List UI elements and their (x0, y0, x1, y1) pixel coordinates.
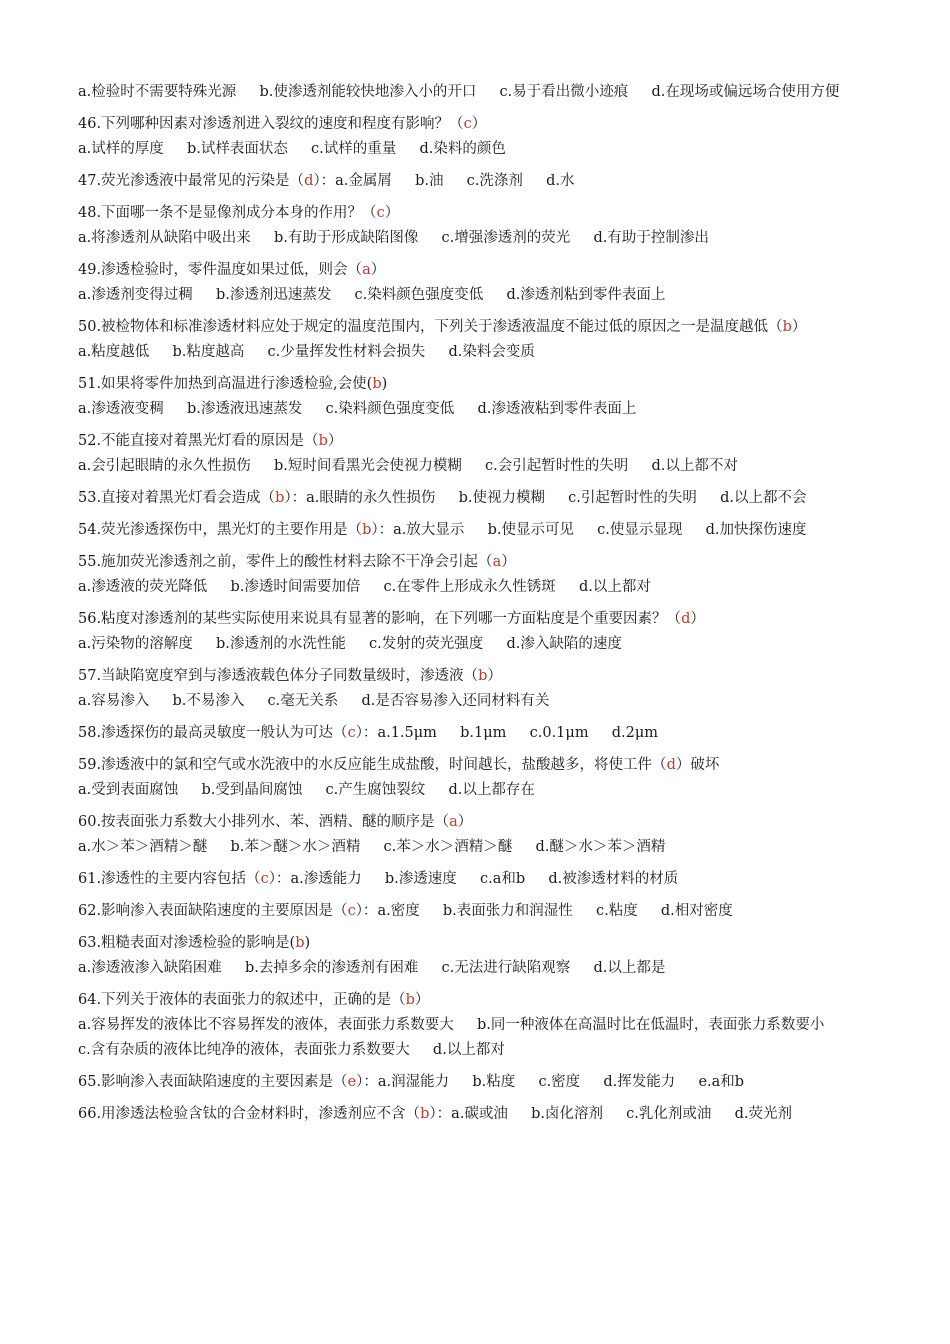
answer-option: d.以上都对 (578, 579, 651, 595)
answer-option: a.渗透剂变得过稠 (78, 287, 193, 303)
answer-option: c.在零件上形成永久性锈斑 (383, 579, 556, 595)
answer-key: e (347, 1074, 357, 1090)
answer-option: b.试样表面状态 (186, 141, 288, 157)
answer-option: a.渗透液的荧光降低 (78, 579, 208, 595)
answer-option: e.a和b (698, 1074, 745, 1090)
answer-option: c.使显示显现 (597, 522, 683, 538)
question-stem-tail: ）： (356, 1074, 378, 1090)
answer-option: c.乳化剂或油 (626, 1106, 712, 1122)
question-stem: 61.渗透性的主要内容包括（ (78, 871, 261, 887)
question-block (78, 664, 878, 714)
answer-option: b.粘度越高 (172, 344, 245, 360)
question-stem: 49.渗透检验时，零件温度如果过低，则会（ (78, 262, 363, 278)
question-block (78, 80, 878, 105)
answer-option: b.渗透剂迅速蒸发 (215, 287, 332, 303)
answer-option: d.挥发能力 (603, 1074, 676, 1090)
question-stem-tail: ）： (313, 173, 336, 189)
question-stem: 63.粗糙表面对渗透检验的影响是( (78, 935, 296, 951)
question-stem: 48.下面哪一条不是显像剂成分本身的作用？（ (78, 205, 377, 221)
question-block (78, 899, 878, 924)
question-stem: 56.粘度对渗透剂的某些实际使用来说具有显著的影响，在下列哪一方面粘度是个重要因素？（ (78, 611, 682, 627)
question-line (78, 664, 878, 689)
question-line (78, 753, 878, 778)
answer-option: d.荧光剂 (734, 1106, 792, 1122)
question-block (78, 372, 878, 422)
question-line (78, 454, 878, 479)
question-block (78, 867, 878, 892)
answer-option: b.受到晶间腐蚀 (201, 782, 303, 798)
question-line (78, 632, 878, 657)
question-line (78, 315, 878, 340)
answer-option: a.密度 (377, 903, 420, 919)
question-stem-tail: ） (457, 814, 473, 830)
answer-key: b (295, 935, 305, 951)
question-block (78, 1070, 878, 1095)
question-stem: 51.如果将零件加热到高温进行渗透检验,会使( (78, 376, 373, 392)
answer-option: a.容易渗入 (78, 693, 150, 709)
question-line (78, 899, 878, 924)
answer-option: c.易于看出微小迹痕 (499, 84, 629, 100)
answer-key: b (405, 992, 415, 1008)
question-line (78, 80, 878, 105)
question-line (78, 689, 878, 714)
answer-option: d.以上都不会 (720, 490, 807, 506)
question-block (78, 810, 878, 860)
question-stem: 50.被检物体和标准渗透材料应处于规定的温度范围内，下列关于渗透液温度不能过低的原因之一是温度越低（ (78, 319, 783, 335)
answer-option: a.润湿能力 (377, 1074, 450, 1090)
answer-option: c.粘度 (595, 903, 638, 919)
answer-option: c.染料颜色强度变低 (354, 287, 484, 303)
question-stem: 62.影响渗入表面缺陷速度的主要原因是（ (78, 903, 348, 919)
answer-key: c (376, 205, 385, 221)
question-line (78, 810, 878, 835)
answer-option: a.金属屑 (335, 173, 392, 189)
answer-option: b.渗透液迅速蒸发 (186, 401, 303, 417)
question-stem-tail: ） (487, 668, 502, 684)
answer-key: a (362, 262, 371, 278)
question-block (78, 429, 878, 479)
answer-option: c.0.1μm (529, 725, 589, 741)
answer-option: b.渗透时间需要加倍 (230, 579, 361, 595)
question-block (78, 753, 878, 803)
answer-option: c.毫无关系 (267, 693, 339, 709)
question-block (78, 988, 878, 1063)
answer-key: b (318, 433, 328, 449)
question-line (78, 1070, 878, 1095)
question-line (78, 169, 878, 194)
answer-option: c.引起暂时性的失明 (568, 490, 697, 506)
answer-option: a.渗透液变稠 (78, 401, 164, 417)
answer-key: a (492, 554, 502, 570)
answer-option: a.1.5μm (377, 725, 437, 741)
answer-option: a.污染物的溶解度 (78, 636, 193, 652)
question-stem: 47.荧光渗透液中最常见的污染是（ (78, 173, 305, 189)
question-line (78, 721, 878, 746)
answer-option: a.渗透能力 (290, 871, 362, 887)
answer-option: b.1μm (460, 725, 507, 741)
answer-key: c (347, 903, 356, 919)
question-line (78, 956, 878, 981)
answer-option: d.以上都对 (432, 1042, 505, 1058)
question-stem: 60.按表面张力系数大小排列水、苯、酒精、醚的顺序是（ (78, 814, 450, 830)
answer-key: d (681, 611, 691, 627)
question-line (78, 1013, 878, 1038)
question-block (78, 721, 878, 746)
question-line (78, 397, 878, 422)
answer-option: b.油 (415, 173, 444, 189)
question-stem-tail: ) (304, 935, 311, 951)
answer-option: c.增强渗透剂的荧光 (441, 230, 571, 246)
answer-option: a.会引起眼睛的永久性损伤 (78, 458, 251, 474)
answer-option: a.容易挥发的液体比不容易挥发的液体，表面张力系数要大 (78, 1017, 454, 1033)
answer-option: c.洗涤剂 (466, 173, 523, 189)
question-block (78, 486, 878, 511)
answer-option: d.渗透剂粘到零件表面上 (506, 287, 666, 303)
answer-option: c.密度 (538, 1074, 581, 1090)
answer-option: a.碳或油 (451, 1106, 508, 1122)
answer-option: d.是否容易渗入还同材料有关 (361, 693, 550, 709)
question-line (78, 575, 878, 600)
answer-option: b.有助于形成缺陷图像 (273, 230, 419, 246)
answer-key: c (463, 116, 472, 132)
answer-key: b (478, 668, 488, 684)
question-stem: 53.直接对着黑光灯看会造成（ (78, 490, 276, 506)
question-block (78, 518, 878, 543)
answer-option: a.将渗透剂从缺陷中吸出来 (78, 230, 251, 246)
question-stem: 59.渗透液中的氯和空气或水洗液中的水反应能生成盐酸，时间越长，盐酸越多，将使工件（ (78, 757, 667, 773)
question-line (78, 486, 878, 511)
answer-option: c.发射的荧光强度 (369, 636, 484, 652)
question-stem-tail: ） (384, 205, 400, 221)
answer-key: b (275, 490, 285, 506)
question-stem-tail: ） (327, 433, 343, 449)
question-stem-tail: ） (414, 992, 430, 1008)
answer-key: b (372, 376, 382, 392)
answer-option: a.检验时不需要特殊光源 (78, 84, 237, 100)
question-block (78, 550, 878, 600)
document-page (78, 80, 878, 1134)
answer-option: c.染料颜色强度变低 (325, 401, 455, 417)
question-stem-tail: ） (370, 262, 386, 278)
answer-option: d.2μm (611, 725, 659, 741)
answer-option: d.在现场或偏远场合使用方便 (651, 84, 840, 100)
question-line (78, 1102, 878, 1127)
answer-key: b (782, 319, 792, 335)
question-block (78, 201, 878, 251)
question-line (78, 835, 878, 860)
answer-option: b.不易渗入 (172, 693, 245, 709)
answer-option: a.试样的厚度 (78, 141, 164, 157)
answer-option: b.渗透速度 (384, 871, 457, 887)
question-block (78, 112, 878, 162)
question-stem: 65.影响渗入表面缺陷速度的主要因素是（ (78, 1074, 348, 1090)
question-line (78, 258, 878, 283)
question-stem-tail: ） (471, 116, 487, 132)
answer-option: d.相对密度 (660, 903, 733, 919)
question-stem-tail: ）： (355, 903, 378, 919)
answer-option: b.同一种液体在高温时比在低温时，表面张力系数要小 (476, 1017, 825, 1033)
answer-option: d.染料会变质 (448, 344, 535, 360)
answer-key: c (347, 725, 356, 741)
answer-option: a.放大显示 (393, 522, 465, 538)
answer-option: c.试样的重量 (311, 141, 397, 157)
question-line (78, 550, 878, 575)
question-block (78, 315, 878, 365)
answer-option: b.使显示可见 (487, 522, 574, 538)
answer-key: d (304, 173, 314, 189)
question-stem: 58.渗透探伤的最高灵敏度一般认为可达（ (78, 725, 348, 741)
answer-option: a.受到表面腐蚀 (78, 782, 179, 798)
answer-option: d.以上都不对 (651, 458, 738, 474)
answer-option: c.少量挥发性材料会损失 (267, 344, 426, 360)
question-stem-tail: ） (690, 611, 705, 627)
question-line (78, 867, 878, 892)
answer-option: d.渗透液粘到零件表面上 (477, 401, 637, 417)
answer-option: d.醚＞水＞苯＞酒精 (535, 839, 666, 855)
answer-option: d.水 (546, 173, 575, 189)
answer-option: b.卤化溶剂 (531, 1106, 603, 1122)
answer-option: c.苯＞水＞酒精＞醚 (383, 839, 513, 855)
question-line (78, 283, 878, 308)
answer-option: b.短时间看黑光会使视力模糊 (273, 458, 462, 474)
question-line (78, 518, 878, 543)
answer-option: d.以上都存在 (448, 782, 535, 798)
question-block (78, 169, 878, 194)
question-line (78, 137, 878, 162)
answer-option: b.苯＞醚＞水＞酒精 (230, 839, 361, 855)
question-stem-tail: ）： (355, 725, 378, 741)
question-line (78, 340, 878, 365)
answer-option: c.会引起暂时性的失明 (485, 458, 629, 474)
question-line (78, 1038, 878, 1063)
question-stem: 64.下列关于液体的表面张力的叙述中，正确的是（ (78, 992, 406, 1008)
question-block (78, 931, 878, 981)
answer-option: d.渗入缺陷的速度 (506, 636, 622, 652)
question-stem-tail: ）： (429, 1106, 452, 1122)
answer-key: b (420, 1106, 430, 1122)
answer-option: b.使视力模糊 (458, 490, 545, 506)
answer-option: d.染料的颜色 (419, 141, 506, 157)
question-stem: 66.用渗透法检验含钛的合金材料时，渗透剂应不含（ (78, 1106, 421, 1122)
question-stem-tail: ) (381, 376, 388, 392)
answer-option: c.无法进行缺陷观察 (441, 960, 571, 976)
question-line (78, 226, 878, 251)
answer-option: a.渗透液渗入缺陷困难 (78, 960, 222, 976)
question-stem-tail: ）破坏 (675, 757, 720, 773)
answer-option: d.加快探伤速度 (705, 522, 807, 538)
question-line (78, 112, 878, 137)
question-line (78, 778, 878, 803)
question-stem-tail: ） (791, 319, 807, 335)
question-stem: 55.施加荧光渗透剂之前，零件上的酸性材料去除不干净会引起（ (78, 554, 493, 570)
question-stem: 57.当缺陷宽度窄到与渗透液载色体分子同数量级时，渗透液（ (78, 668, 479, 684)
answer-option: b.使渗透剂能较快地渗入小的开口 (259, 84, 477, 100)
answer-option: b.渗透剂的水洗性能 (215, 636, 346, 652)
answer-option: d.被渗透材料的材质 (548, 871, 679, 887)
question-line (78, 931, 878, 956)
question-stem: 52.不能直接对着黑光灯看的原因是（ (78, 433, 319, 449)
question-stem-tail: ）： (371, 522, 394, 538)
answer-option: c.产生腐蚀裂纹 (325, 782, 426, 798)
question-line (78, 372, 878, 397)
answer-option: c.a和b (479, 871, 526, 887)
question-stem-tail: ）： (268, 871, 291, 887)
answer-option: d.有助于控制渗出 (593, 230, 709, 246)
answer-option: a.水＞苯＞酒精＞醚 (78, 839, 208, 855)
answer-option: a.粘度越低 (78, 344, 150, 360)
question-block (78, 1102, 878, 1127)
question-line (78, 988, 878, 1013)
question-stem: 54.荧光渗透探伤中，黑光灯的主要作用是（ (78, 522, 363, 538)
question-block (78, 258, 878, 308)
answer-option: a.眼睛的永久性损伤 (306, 490, 436, 506)
answer-option: b.粘度 (472, 1074, 516, 1090)
answer-key: a (449, 814, 458, 830)
answer-option: c.含有杂质的液体比纯净的液体，表面张力系数要大 (78, 1042, 410, 1058)
question-stem: 46.下列哪种因素对渗透剂进入裂纹的速度和程度有影响？（ (78, 116, 464, 132)
answer-option: d.以上都是 (593, 960, 666, 976)
question-block (78, 607, 878, 657)
question-line (78, 429, 878, 454)
question-line (78, 607, 878, 632)
answer-key: c (260, 871, 269, 887)
answer-key: d (666, 757, 676, 773)
answer-option: b.表面张力和润湿性 (442, 903, 573, 919)
question-stem-tail: ） (501, 554, 516, 570)
question-line (78, 201, 878, 226)
answer-key: b (362, 522, 372, 538)
question-stem-tail: ）： (284, 490, 307, 506)
answer-option: b.去掉多余的渗透剂有困难 (244, 960, 419, 976)
